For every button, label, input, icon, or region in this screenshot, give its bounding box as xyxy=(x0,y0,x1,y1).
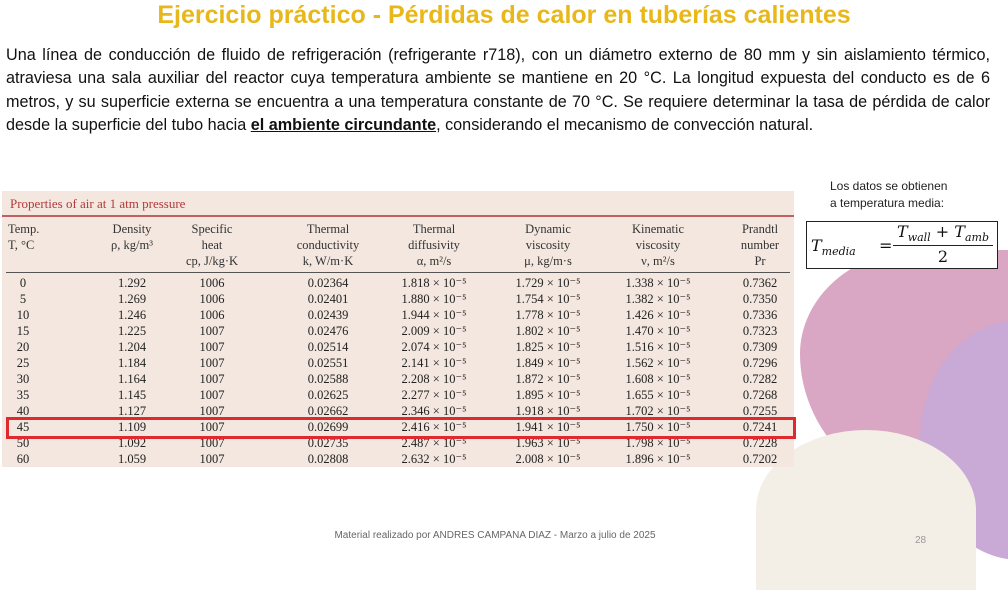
table-cell: 5 xyxy=(19,292,27,306)
table-header-line xyxy=(386,205,482,221)
formula-denominator: 2 xyxy=(937,247,949,266)
table-cell: 1.880 × 10⁻⁵ xyxy=(401,292,467,306)
table-cell: 1.896 × 10⁻⁵ xyxy=(625,452,691,466)
table-header-line xyxy=(182,205,242,221)
table-cell: 60 xyxy=(16,452,30,466)
table-cell: 0.02551 xyxy=(307,356,349,370)
table-row xyxy=(2,387,794,403)
table-cell: 1.470 × 10⁻⁵ xyxy=(625,324,691,338)
table-cell: 1.092 xyxy=(117,436,147,450)
table-header-cell xyxy=(94,205,170,253)
table-cell: 1.849 × 10⁻⁵ xyxy=(515,356,581,370)
table-cell: 1.608 × 10⁻⁵ xyxy=(625,372,691,386)
table-cell: 2.346 × 10⁻⁵ xyxy=(401,404,467,418)
table-cell: 1.729 × 10⁻⁵ xyxy=(515,276,581,290)
note-line-2: a temperatura media: xyxy=(830,196,945,210)
problem-text-after: , considerando el mecanismo de convección natural. xyxy=(436,116,814,135)
table-cell: 1007 xyxy=(199,356,225,370)
formula-lhs-sub: media xyxy=(821,245,856,259)
table-cell: 25 xyxy=(16,356,30,370)
table-cell: 1007 xyxy=(199,324,225,338)
table-row xyxy=(2,323,794,339)
table-cell: 0.02401 xyxy=(307,292,349,306)
table-header-cell xyxy=(500,205,596,269)
table-cell: 0.7336 xyxy=(742,308,778,322)
table-header-line: Density xyxy=(112,222,152,236)
table-cell: 0.7202 xyxy=(742,452,778,466)
table-cell: 0.7309 xyxy=(742,340,778,354)
table-cell: 0.02588 xyxy=(307,372,349,386)
slide-title: Ejercicio práctico - Pérdidas de calor en tuberías calientes xyxy=(157,1,851,29)
table-cell: 2.009 × 10⁻⁵ xyxy=(401,324,467,338)
problem-text-before: Una línea de conducción de fluido de refrigeración (refrigerante r718), con un diámetro externo de 80 mm y sin aislamiento térmico, atraviesa una sala auxiliar del reactor cuya temperatura ambiente se mantiene en 20 °C. La longitud expuesta del conducto es de 6 metros, y su superficie externa se encuentra a una temperatura constante de 70 °C. Se requiere determinar la tasa de pérdida de calor desde la superficie del tubo hacia xyxy=(6,46,990,135)
table-cell: 1007 xyxy=(199,372,225,386)
table-cell: 1007 xyxy=(199,388,225,402)
table-cell: 1007 xyxy=(199,340,225,354)
table-row xyxy=(2,371,794,387)
table-title: Properties of air at 1 atm pressure xyxy=(10,196,186,211)
table-cell: 10 xyxy=(16,308,30,322)
table-cell: 20 xyxy=(16,340,30,354)
table-cell: 1.127 xyxy=(117,404,147,418)
table-row xyxy=(2,355,794,371)
table-cell: 0.02735 xyxy=(307,436,349,450)
table-cell: 0.7362 xyxy=(742,276,778,290)
table-header-line: α, m²/s xyxy=(416,254,452,268)
table-cell: 0.02808 xyxy=(307,452,349,466)
table-cell: 30 xyxy=(16,372,30,386)
table-header-line: Prandtl xyxy=(741,222,779,236)
table-cell: 1.963 × 10⁻⁵ xyxy=(515,436,581,450)
table-cell: 1.825 × 10⁻⁵ xyxy=(515,340,581,354)
table-cell: 1007 xyxy=(199,420,225,434)
footer-credit: Material realizado por ANDRES CAMPANA DIAZ - Marzo a julio de 2025 xyxy=(334,530,656,541)
table-header-line: heat xyxy=(201,238,223,252)
table-header-cell xyxy=(182,205,242,269)
table-cell: 1.802 × 10⁻⁵ xyxy=(515,324,581,338)
table-header-line: viscosity xyxy=(525,238,571,252)
table-cell: 1.109 xyxy=(117,420,147,434)
table-header-cell xyxy=(278,205,378,269)
table-cell: 1.818 × 10⁻⁵ xyxy=(401,276,467,290)
table-cell: 2.416 × 10⁻⁵ xyxy=(401,420,467,434)
table-cell: 1006 xyxy=(199,292,225,306)
table-cell: 0.7241 xyxy=(742,420,778,434)
table-row xyxy=(2,291,794,307)
table-cell: 1.338 × 10⁻⁵ xyxy=(625,276,691,290)
table-cell: 1.702 × 10⁻⁵ xyxy=(625,404,691,418)
table-cell: 1.655 × 10⁻⁵ xyxy=(625,388,691,402)
table-row xyxy=(2,307,794,323)
table-cell: 1007 xyxy=(199,452,225,466)
problem-text-highlight: el ambiente circundante xyxy=(250,116,437,135)
table-cell: 1007 xyxy=(199,404,225,418)
table-header-cell xyxy=(8,205,60,253)
table-cell: 45 xyxy=(16,420,30,434)
table-row xyxy=(2,339,794,355)
formula-lhs: $T_{media}$ xyxy=(811,236,856,259)
air-properties-table xyxy=(2,191,794,467)
table-cell: 1.778 × 10⁻⁵ xyxy=(515,308,581,322)
table-cell: 1.918 × 10⁻⁵ xyxy=(515,404,581,418)
table-header-line: viscosity xyxy=(635,238,681,252)
table-cell: 40 xyxy=(16,404,30,418)
table-cell: 1.246 xyxy=(117,308,147,322)
average-temp-note xyxy=(830,178,947,212)
table-cell: 1.562 × 10⁻⁵ xyxy=(625,356,691,370)
table-cell: 35 xyxy=(16,388,30,402)
table-cell: 1006 xyxy=(199,308,225,322)
table-cell: 0.02514 xyxy=(307,340,349,354)
table-header-line: μ, kg/m·s xyxy=(524,254,572,268)
table-cell: 1.382 × 10⁻⁵ xyxy=(625,292,691,306)
table-cell: 0.7296 xyxy=(742,356,778,370)
table-header-line: diffusivity xyxy=(408,238,460,252)
table-cell: 1.164 xyxy=(117,372,147,386)
table-header-line: Specific xyxy=(191,222,233,236)
table-header-line: Kinematic xyxy=(631,222,685,236)
table-cell: 1.145 xyxy=(117,388,147,402)
table-header-line xyxy=(278,205,378,221)
table-row xyxy=(2,275,794,291)
table-cell: 0.02662 xyxy=(307,404,349,418)
highlighted-row-box xyxy=(6,417,796,439)
table-cell: 1.944 × 10⁻⁵ xyxy=(401,308,467,322)
table-cell: 1.798 × 10⁻⁵ xyxy=(625,436,691,450)
table-header-line: T, °C xyxy=(8,238,35,252)
table-header-line: Thermal xyxy=(412,222,456,236)
table-cell: 1.184 xyxy=(117,356,147,370)
table-cell: 2.208 × 10⁻⁵ xyxy=(401,372,467,386)
table-cell: 0.02439 xyxy=(307,308,349,322)
table-cell: 2.008 × 10⁻⁵ xyxy=(515,452,581,466)
table-header-line: ν, m²/s xyxy=(641,254,675,268)
table-cell: 1.872 × 10⁻⁵ xyxy=(515,372,581,386)
table-cell: 1.895 × 10⁻⁵ xyxy=(515,388,581,402)
table-header-line: Dynamic xyxy=(525,222,571,236)
formula-numerator: $T_{wall} + T_{amb}$ xyxy=(897,222,989,245)
table-header-line xyxy=(726,205,794,221)
table-cell: 0.02476 xyxy=(307,324,349,338)
table-cell: 0.02364 xyxy=(307,276,349,290)
formula-equals: = xyxy=(879,236,893,255)
table-cell: 1.059 xyxy=(117,452,147,466)
table-cell: 1006 xyxy=(199,276,225,290)
table-header-cell xyxy=(726,205,794,269)
table-cell: 2.074 × 10⁻⁵ xyxy=(401,340,467,354)
table-header-line: number xyxy=(740,238,780,252)
table-header-cell xyxy=(610,205,706,269)
table-cell: 2.632 × 10⁻⁵ xyxy=(401,452,467,466)
table-cell: 2.487 × 10⁻⁵ xyxy=(401,436,467,450)
table-header-cell xyxy=(386,205,482,269)
table-cell: 0.02625 xyxy=(307,388,349,402)
table-cell: 1.292 xyxy=(117,276,147,290)
table-cell: 0 xyxy=(19,276,27,290)
table-cell: 0.7323 xyxy=(742,324,778,338)
problem-statement xyxy=(6,44,990,138)
table-header-line: Temp. xyxy=(8,222,40,236)
table-cell: 1.426 × 10⁻⁵ xyxy=(625,308,691,322)
table-header-line: conductivity xyxy=(296,238,360,252)
table-header-line xyxy=(610,205,706,221)
table-cell: 1.516 × 10⁻⁵ xyxy=(625,340,691,354)
table-header-line: cp, J/kg·K xyxy=(185,254,239,268)
table-header-rule xyxy=(6,272,790,273)
formula-fraction-bar xyxy=(893,245,993,246)
table-header-line: ρ, kg/m³ xyxy=(111,238,153,252)
table-cell: 50 xyxy=(16,436,30,450)
table-cell: 15 xyxy=(16,324,30,338)
table-cell: 0.7350 xyxy=(742,292,778,306)
table-cell: 1.269 xyxy=(117,292,147,306)
table-cell: 2.277 × 10⁻⁵ xyxy=(401,388,467,402)
table-row xyxy=(2,451,794,467)
table-cell: 0.7255 xyxy=(742,404,778,418)
table-cell: 2.141 × 10⁻⁵ xyxy=(401,356,467,370)
table-header-line: k, W/m·K xyxy=(302,254,354,268)
table-header-line xyxy=(8,205,60,221)
table-cell: 1.750 × 10⁻⁵ xyxy=(625,420,691,434)
table-header-line xyxy=(94,205,170,221)
table-header-line: Pr xyxy=(754,254,766,268)
table-cell: 1.754 × 10⁻⁵ xyxy=(515,292,581,306)
table-cell: 1007 xyxy=(199,436,225,450)
table-header xyxy=(2,221,794,269)
page-number: 28 xyxy=(915,535,927,546)
table-cell: 1.204 xyxy=(117,340,147,354)
table-cell: 1.941 × 10⁻⁵ xyxy=(515,420,581,434)
note-line-1: Los datos se obtienen xyxy=(830,179,948,193)
table-cell: 0.02699 xyxy=(307,420,349,434)
table-cell: 0.7268 xyxy=(742,388,778,402)
table-cell: 0.7228 xyxy=(742,436,778,450)
table-header-line: Thermal xyxy=(306,222,350,236)
table-cell: 1.225 xyxy=(117,324,147,338)
table-cell: 0.7282 xyxy=(742,372,778,386)
table-header-line xyxy=(500,205,596,221)
mean-temperature-formula xyxy=(806,221,998,269)
